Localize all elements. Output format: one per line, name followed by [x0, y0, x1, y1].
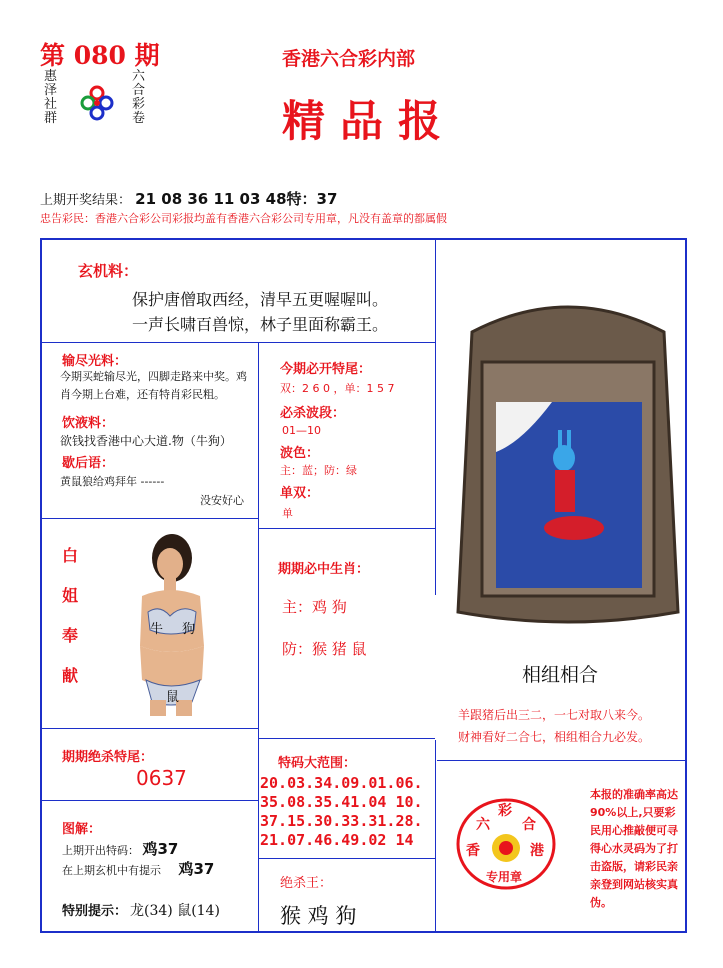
tema-row: 37.15.30.33.31.28.	[260, 812, 423, 830]
divider	[42, 728, 258, 729]
stamp-bottom: 专用章	[486, 870, 523, 884]
title-main: 精 品 报	[282, 97, 441, 147]
divider	[258, 858, 435, 859]
shengxiao-label: 期期必中生肖：	[278, 562, 370, 577]
vertical-label-left: 惠 泽 社 群	[44, 69, 58, 126]
tewei-label: 今期必开特尾：	[280, 362, 372, 377]
tewei-text: 双：2 6 0 ，单：1 5 7	[280, 382, 395, 395]
divider	[258, 528, 435, 529]
xuanji-label: 玄机料：	[78, 262, 139, 280]
shujin-label: 输尽光料：	[62, 354, 128, 369]
photo-tag-1: 牛	[150, 622, 164, 637]
tema-range	[260, 774, 423, 850]
stamp-char: 彩	[498, 803, 512, 819]
tema-row: 35.08.35.41.04 10.	[260, 793, 423, 811]
authenticity-notice: 本报的准确率高达 90%以上,只要彩民用心推敲便可寻得心水灵码为了打击盗版，请彩民亲亲登到网站核实真伪。	[590, 788, 678, 909]
divider	[258, 342, 259, 932]
danshuang-label: 单双：	[280, 486, 320, 501]
divider	[42, 518, 258, 519]
tujie-line-1	[62, 838, 178, 859]
tujie-label: 图解：	[62, 822, 102, 837]
bose-label: 波色：	[280, 446, 320, 461]
divider	[42, 800, 258, 801]
results-numbers: 21 08 36 11 03 48特：37	[135, 190, 338, 208]
results-line	[40, 188, 337, 209]
yinliao-label: 饮液料：	[62, 416, 115, 431]
divider	[42, 342, 435, 343]
warning-line: 忠告彩民：香港六合彩公司彩报均盖有香港六合彩公司专用章，凡没有盖章的都属假	[40, 212, 447, 225]
yinliao-text: 欲钱找香港中心大道.物（牛狗）	[60, 434, 232, 448]
results-label: 上期开奖结果：	[40, 193, 132, 208]
tema-row: 20.03.34.09.01.06.	[260, 774, 423, 792]
stamp-char: 六	[476, 817, 490, 833]
stamp-char: 香	[466, 843, 480, 859]
shawang-text: 猴 鸡 狗	[280, 904, 357, 928]
tebie-text: 龙(34) 鼠(14)	[130, 903, 220, 919]
photo-tag-2: 狗	[182, 622, 196, 637]
tujie-line-2-text: 在上期玄机中有提示	[62, 864, 161, 877]
right-panel-line-2: 财神看好二合七，相组相合九必发。	[458, 730, 651, 744]
framed-picture	[452, 292, 684, 624]
vertical-label-right: 六 合 彩 卷	[132, 69, 146, 126]
xiehou-label: 歇后语：	[62, 456, 115, 471]
xuanji-line-2: 一声长啸百兽惊，林子里面称霸王。	[132, 315, 389, 334]
tujie-line-2	[62, 858, 214, 879]
bose-text: 主：蓝；防：绿	[280, 464, 357, 477]
title-top: 香港六合彩内部	[282, 48, 416, 70]
juesha-label: 期期绝杀特尾：	[62, 750, 154, 765]
xuanji-line-1: 保护唐僧取西经，清早五更喔喔叫。	[132, 290, 389, 309]
bosha-text: 01—10	[282, 424, 321, 437]
photo-caption: 白 姐 奉 献	[62, 546, 79, 685]
tebie-label: 特别提示：	[62, 904, 128, 919]
photo-tag-3: 鼠	[166, 690, 180, 705]
tujie-line-1-text: 上期开出特码：	[62, 844, 139, 857]
divider	[437, 760, 687, 761]
bosha-label: 必杀波段：	[280, 406, 346, 421]
logo-icon	[78, 84, 116, 122]
right-panel-line-1: 羊跟猪后出三二，一七对取八来今。	[458, 708, 651, 722]
divider	[258, 738, 435, 739]
stamp-char: 合	[522, 817, 536, 833]
shengxiao-fang: 防：猴 猪 鼠	[282, 640, 367, 658]
stamp-char: 港	[530, 843, 544, 859]
tema-label: 特码大范围：	[278, 756, 357, 771]
tujie-line-2-value: 鸡37	[178, 860, 215, 878]
tujie-line-1-value: 鸡37	[142, 840, 179, 858]
shengxiao-main: 主：鸡 狗	[282, 598, 347, 616]
divider	[435, 740, 436, 932]
issue-number: 第 080 期	[40, 41, 160, 70]
danshuang-text: 单	[282, 507, 293, 520]
shawang-label: 绝杀王：	[280, 876, 333, 891]
xiehou-text: 黄鼠狼给鸡拜年 ------	[60, 475, 165, 488]
divider	[435, 240, 436, 595]
official-stamp	[454, 796, 558, 892]
right-panel-title: 相组相合	[522, 664, 599, 686]
xiehou-answer: 没安好心	[200, 494, 244, 507]
juesha-value: 0637	[136, 766, 187, 790]
shujin-text: 今期买蛇输尽光，四脚走路来中奖。鸡肖今期上台难，还有特肖彩民粗。	[60, 370, 247, 401]
tema-row: 21.07.46.49.02 14	[260, 831, 414, 849]
